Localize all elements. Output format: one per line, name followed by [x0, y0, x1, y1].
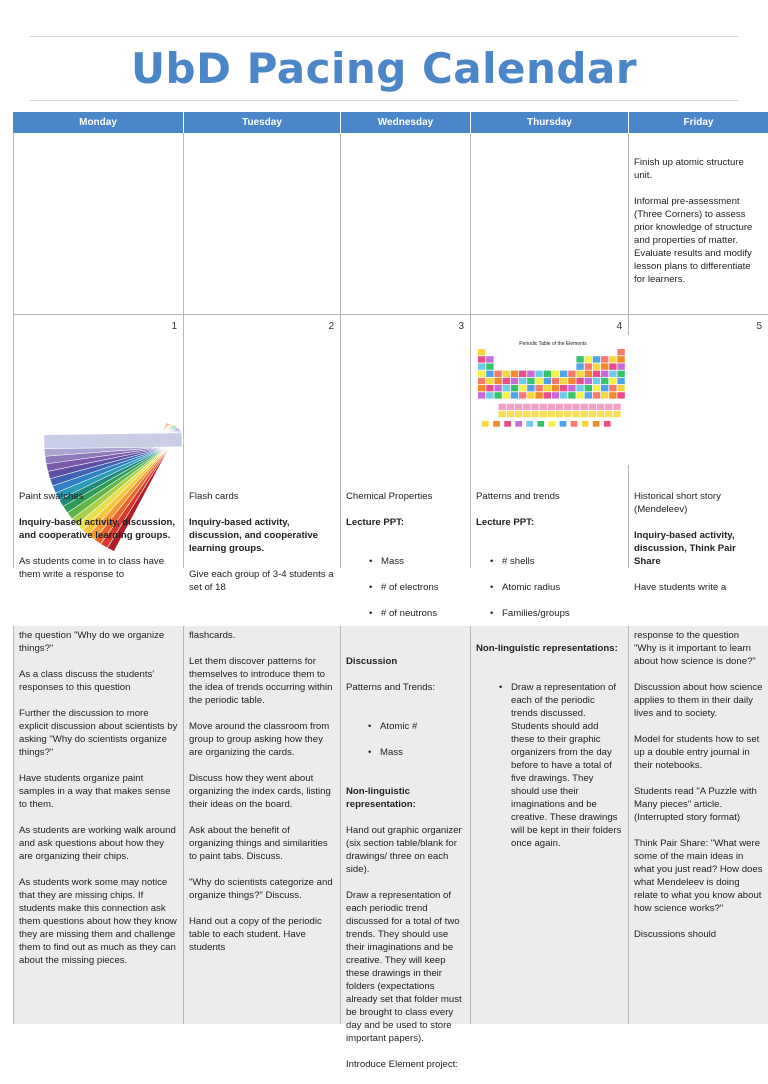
p2-friday-text: response to the question "Why is it important to learn about how science is done?" Discussion about how science applies to them in their daily lives and to society. Model for students how to set up a double entry journal in their notebooks. Students read "A Puzzle with Many pieces" article. (Interrupted story format) Think Pair Share: "What were some of the main ideas in what you just read? How does what Mendeleev is doing relate to what you know about how science works?" Discussions should: [634, 630, 763, 940]
element-tile: [560, 378, 567, 384]
thursday-bullets: [476, 542, 624, 633]
paint-swatch: [44, 433, 182, 449]
element-tile: [593, 363, 600, 369]
element-tile: [601, 363, 608, 369]
wednesday-activity: Lecture PPT:: [346, 517, 405, 528]
element-tile: [478, 385, 485, 391]
element-tile: [494, 385, 501, 391]
element-tile: [544, 385, 551, 391]
element-tile: [486, 363, 493, 369]
element-tile: [503, 385, 510, 391]
element-tile: [531, 411, 538, 417]
p2-wednesday-heading: Discussion: [346, 656, 398, 667]
element-tile: [544, 378, 551, 384]
element-tile: [617, 392, 624, 398]
element-tile: [576, 385, 583, 391]
element-tile: [585, 392, 592, 398]
list-item: • # of electrons: [381, 581, 466, 594]
element-tile: [585, 378, 592, 384]
element-tile: [478, 378, 485, 384]
list-item: • Mass: [381, 555, 466, 568]
element-tile: [589, 404, 596, 410]
element-tile: [617, 378, 624, 384]
list-item: • # of neutrons: [381, 607, 466, 620]
element-tile: [535, 392, 542, 398]
element-tile: [503, 371, 510, 377]
element-tile: [527, 385, 534, 391]
legend-swatch: [515, 421, 522, 427]
row1-friday-cell: [629, 133, 768, 315]
p2-tuesday-cell: [184, 626, 341, 1024]
element-tile: [519, 378, 526, 384]
element-tile: [511, 378, 518, 384]
element-tile: [593, 356, 600, 362]
element-tile: [581, 404, 588, 410]
legend-swatch: [526, 421, 533, 427]
element-tile: [478, 371, 485, 377]
element-tile: [568, 371, 575, 377]
row1-friday-text: Finish up atomic structure unit. Informal pre-assessment (Three Corners) to assess prior knowledge of structure and properties of matter. Evaluate results and modify lesson plans to differentiate for learners.: [634, 157, 753, 285]
element-tile: [585, 356, 592, 362]
p2-friday-cell: [629, 626, 768, 1024]
element-tile: [576, 392, 583, 398]
friday-activity: Inquiry-based activity, discussion, Think Pair Share: [634, 530, 736, 567]
element-tile: [507, 404, 514, 410]
element-tile: [576, 363, 583, 369]
list-item: • Atomic #: [380, 720, 466, 733]
day-number: 5: [756, 321, 762, 332]
row1-thursday-cell: [471, 133, 629, 315]
header-friday: Friday: [629, 112, 768, 133]
element-tile: [609, 378, 616, 384]
element-tile: [552, 378, 559, 384]
page-title: UbD Pacing Calendar: [130, 44, 638, 93]
element-tile: [494, 392, 501, 398]
row2-thursday-cell: [471, 315, 629, 619]
tuesday-activity: Inquiry-based activity, discussion, and cooperative learning groups.: [189, 517, 319, 554]
paint-swatch-fan-image: [16, 333, 186, 483]
element-tile: [568, 378, 575, 384]
element-tile: [572, 411, 579, 417]
element-tile: [535, 378, 542, 384]
monday-topic: Paint swatches: [19, 491, 84, 502]
monday-text: As students come in to class have them write a response to: [19, 556, 165, 580]
element-tile: [601, 385, 608, 391]
element-tile: [605, 411, 612, 417]
header-wednesday: Wednesday: [341, 112, 471, 133]
periodic-table-image: [475, 335, 631, 465]
element-tile: [609, 371, 616, 377]
element-tile: [601, 378, 608, 384]
element-tile: [593, 385, 600, 391]
element-tile: [613, 411, 620, 417]
p2-monday-cell: [13, 626, 184, 1024]
p2-wednesday-subheading: Non-linguistic representation:: [346, 786, 416, 810]
legend-swatch: [560, 421, 567, 427]
element-tile: [478, 363, 485, 369]
element-tile: [601, 392, 608, 398]
element-tile: [585, 385, 592, 391]
legend-swatch: [549, 421, 556, 427]
thursday-topic: Patterns and trends: [476, 491, 560, 502]
top-rule: [30, 36, 738, 37]
list-item: • Mass: [380, 746, 466, 759]
p2-wednesday-bullets: [346, 707, 466, 772]
element-tile: [597, 411, 604, 417]
element-tile: [617, 356, 624, 362]
element-tile: [531, 404, 538, 410]
periodic-table-caption: Periodic Table of the Elements: [519, 341, 587, 347]
element-tile: [601, 371, 608, 377]
element-tile: [507, 411, 514, 417]
element-tile: [572, 404, 579, 410]
element-tile: [552, 371, 559, 377]
element-tile: [478, 349, 485, 355]
element-tile: [552, 385, 559, 391]
element-tile: [609, 392, 616, 398]
element-tile: [589, 411, 596, 417]
wednesday-topic: Chemical Properties: [346, 491, 433, 502]
element-tile: [519, 371, 526, 377]
element-tile: [564, 404, 571, 410]
element-tile: [609, 385, 616, 391]
row2-tuesday-cell: [184, 315, 341, 593]
legend-swatch: [582, 421, 589, 427]
element-tile: [581, 411, 588, 417]
list-item: • # shells: [502, 555, 624, 568]
day-number: 4: [616, 321, 622, 332]
element-tile: [486, 385, 493, 391]
element-tile: [560, 385, 567, 391]
element-tile: [515, 411, 522, 417]
element-tile: [617, 363, 624, 369]
element-tile: [552, 392, 559, 398]
day-number: 1: [171, 321, 177, 332]
p2-thursday-heading: Non-linguistic representations:: [476, 643, 618, 654]
p2-thursday-bullets: [476, 668, 624, 863]
row1-wednesday-cell: [341, 133, 471, 315]
element-tile: [585, 363, 592, 369]
element-tile: [576, 371, 583, 377]
p2-tuesday-text: flashcards. Let them discover patterns for themselves to introduce them to the idea of trends occurring within the periodic table. Move around the classroom from group to group asking how they are organizing the cards. Discuss how they went about organizing the index cards, listing their ideas on the board. Ask about the benefit of organizing things and similarities to paint tabs. Discuss. "Why do scientists categorize and organize things?" Discuss. Hand out a copy of the periodic table to each student. Have students: [189, 630, 333, 953]
p2-wednesday-body: Hand out graphic organizer (six section table/blank for drawings/ three on each side). Draw a representation of each periodic trend discussed for a total of two trends. They should use their imaginations and be creative. They will keep these drawings in their folders (expectations already set that folder must be brought to class every day and be used to store important papers). Introduce Element project:: [346, 825, 462, 1070]
element-tile: [568, 392, 575, 398]
element-tile: [511, 392, 518, 398]
element-tile: [544, 392, 551, 398]
element-tile: [527, 371, 534, 377]
element-tile: [605, 404, 612, 410]
element-tile: [609, 363, 616, 369]
element-tile: [486, 356, 493, 362]
header-monday: Monday: [13, 112, 184, 133]
list-item: • Families/groups: [502, 607, 624, 620]
p2-wednesday-cell: [341, 626, 471, 1070]
element-tile: [597, 404, 604, 410]
element-tile: [499, 404, 506, 410]
element-tile: [486, 378, 493, 384]
element-tile: [560, 392, 567, 398]
element-tile: [503, 392, 510, 398]
element-tile: [556, 411, 563, 417]
legend-swatch: [604, 421, 611, 427]
element-tile: [527, 392, 534, 398]
legend-swatch: [537, 421, 544, 427]
element-tile: [593, 371, 600, 377]
p2-monday-text: the question "Why do we organize things?" As a class discuss the students' responses to this question Further the discussion to more explicit discussion about scientists by asking "Why do scientists organize things?" Have students organize paint samples in a way that makes sense to them. As students are working walk around and ask questions about how they are organizing their chips. As students work some may notice that they are missing chips. If students make this connection ask them questions about how they know they are missing them and challenge them to find out as much as they can about the missing pieces.: [19, 630, 178, 966]
title-underline: [30, 100, 738, 101]
element-tile: [523, 404, 530, 410]
element-tile: [540, 404, 547, 410]
element-tile: [617, 385, 624, 391]
element-tile: [511, 371, 518, 377]
row2-wednesday-cell: [341, 315, 471, 619]
element-tile: [609, 356, 616, 362]
element-tile: [499, 411, 506, 417]
element-tile: [548, 411, 555, 417]
element-tile: [540, 411, 547, 417]
element-tile: [585, 371, 592, 377]
tuesday-text: Give each group of 3-4 students a set of 18: [189, 569, 334, 593]
element-tile: [576, 356, 583, 362]
day-number: 2: [328, 321, 334, 332]
element-tile: [617, 371, 624, 377]
friday-topic: Historical short story (Mendeleev): [634, 491, 721, 515]
list-item: • Draw a representation of each of the periodic trends discussed. Students should add these to their graphic organizers from the day before to have a total of five drawings. They should use their imaginations and be creative. These drawings will be kept in their folders once again.: [511, 681, 624, 850]
element-tile: [515, 404, 522, 410]
tuesday-topic: Flash cards: [189, 491, 239, 502]
legend-swatch: [593, 421, 600, 427]
legend-swatch: [493, 421, 500, 427]
element-tile: [556, 404, 563, 410]
element-tile: [486, 371, 493, 377]
legend-swatch: [482, 421, 489, 427]
element-tile: [593, 378, 600, 384]
element-tile: [544, 371, 551, 377]
row1-tuesday-cell: [184, 133, 341, 315]
header-thursday: Thursday: [471, 112, 629, 133]
legend-swatch: [504, 421, 511, 427]
element-tile: [494, 378, 501, 384]
element-tile: [535, 385, 542, 391]
element-tile: [511, 385, 518, 391]
list-item: • Atomic radius: [502, 581, 624, 594]
p2-thursday-cell: [471, 626, 629, 1024]
element-tile: [478, 392, 485, 398]
element-tile: [503, 378, 510, 384]
legend-swatch: [571, 421, 578, 427]
element-tile: [486, 392, 493, 398]
element-tile: [568, 385, 575, 391]
header-tuesday: Tuesday: [184, 112, 341, 133]
element-tile: [601, 356, 608, 362]
element-tile: [519, 392, 526, 398]
element-tile: [494, 371, 501, 377]
row1-monday-cell: [13, 133, 184, 315]
row2-friday-cell: [629, 315, 768, 593]
element-tile: [560, 371, 567, 377]
day-number: 3: [458, 321, 464, 332]
element-tile: [478, 356, 485, 362]
friday-text: Have students write a: [634, 582, 727, 593]
element-tile: [576, 378, 583, 384]
element-tile: [548, 404, 555, 410]
element-tile: [523, 411, 530, 417]
element-tile: [617, 349, 624, 355]
p2-wednesday-topic: Patterns and Trends:: [346, 682, 436, 693]
element-tile: [519, 385, 526, 391]
row2-monday-cell: [13, 315, 184, 580]
element-tile: [527, 378, 534, 384]
element-tile: [535, 371, 542, 377]
element-tile: [613, 404, 620, 410]
element-tile: [593, 392, 600, 398]
element-tile: [564, 411, 571, 417]
thursday-activity: Lecture PPT:: [476, 517, 535, 528]
monday-activity: Inquiry-based activity, discussion, and cooperative learning groups.: [19, 517, 176, 541]
